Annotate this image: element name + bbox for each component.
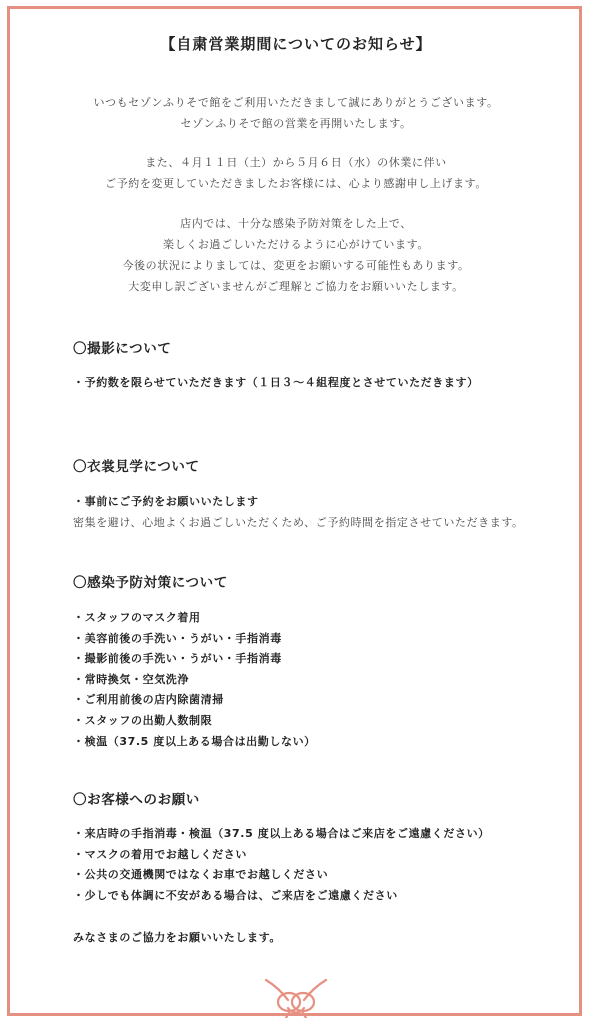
section-heading-photo: 〇撮影について <box>73 341 172 357</box>
section-list-costume <box>73 492 524 533</box>
section-heading-request: 〇お客様へのお願い <box>73 792 200 808</box>
list-item: ・ご利用前後の店内除菌清掃 <box>73 693 224 707</box>
list-item: ・予約数を限らせていただきます（１日３〜４組程度とさせていただきます） <box>73 376 479 389</box>
closing-text: みなさまのご協力をお願いいたします。 <box>73 931 281 944</box>
list-item: ・公共の交通機関ではなくお車でお越しください <box>73 868 329 882</box>
intro-paragraph-3 <box>0 213 592 297</box>
intro-paragraph-2 <box>0 152 592 194</box>
intro-line: いつもセゾンふりそで館をご利用いただきまして誠にありがとうございます。 <box>93 96 499 109</box>
mizuhiki-knot-icon <box>264 978 328 1018</box>
list-item: ・常時換気・空気洗浄 <box>73 672 189 686</box>
section-heading-costume: 〇衣裳見学について <box>73 459 200 475</box>
intro-line: 店内では、十分な感染予防対策をした上で、 <box>180 217 412 230</box>
page-title: 【自粛営業期間についてのお知らせ】 <box>160 35 432 53</box>
list-item: ・事前にご予約をお願いいたします <box>73 495 259 508</box>
intro-paragraph-1 <box>0 92 592 134</box>
intro-line: 今後の状況によりましては、変更をお願いする可能性もあります。 <box>122 259 470 272</box>
section-heading-infection: 〇感染予防対策について <box>73 575 228 591</box>
list-item: ・美容前後の手洗い・うがい・手指消毒 <box>73 631 282 645</box>
intro-line: ご予約を変更していただきましたお客様には、心より感謝申し上げます。 <box>105 177 487 190</box>
list-item: ・来店時の手指消毒・検温（37.5 度以上ある場合はご来店をご遠慮ください） <box>73 827 490 840</box>
list-item: ・検温（37.5 度以上ある場合は出勤しない） <box>73 734 316 748</box>
section-list-request <box>73 824 490 906</box>
list-item: ・マスクの着用でお越しください <box>73 847 247 861</box>
intro-line: セゾンふりそで館の営業を再開いたします。 <box>180 117 412 130</box>
intro-line: また、４月１１日（土）から５月６日（水）の休業に伴い <box>145 156 447 169</box>
intro-line: 大変申し訳ございませんがご理解とご協力をお願いいたします。 <box>128 280 464 293</box>
section-list-photo <box>73 373 479 394</box>
closing-block <box>73 928 281 949</box>
list-item: ・スタッフのマスク着用 <box>73 611 201 624</box>
list-item: ・少しでも体調に不安がある場合は、ご来店をご遠慮ください <box>73 888 398 902</box>
list-item: ・撮影前後の手洗い・うがい・手指消毒 <box>73 652 282 666</box>
intro-line: 楽しくお過ごしいただけるように心がけています。 <box>163 238 429 251</box>
section-list-infection <box>73 608 316 752</box>
list-item: ・スタッフの出勤人数制限 <box>73 713 213 727</box>
section-note: 密集を避け、心地よくお過ごしいただくため、ご予約時間を指定させていただきます。 <box>73 515 524 529</box>
